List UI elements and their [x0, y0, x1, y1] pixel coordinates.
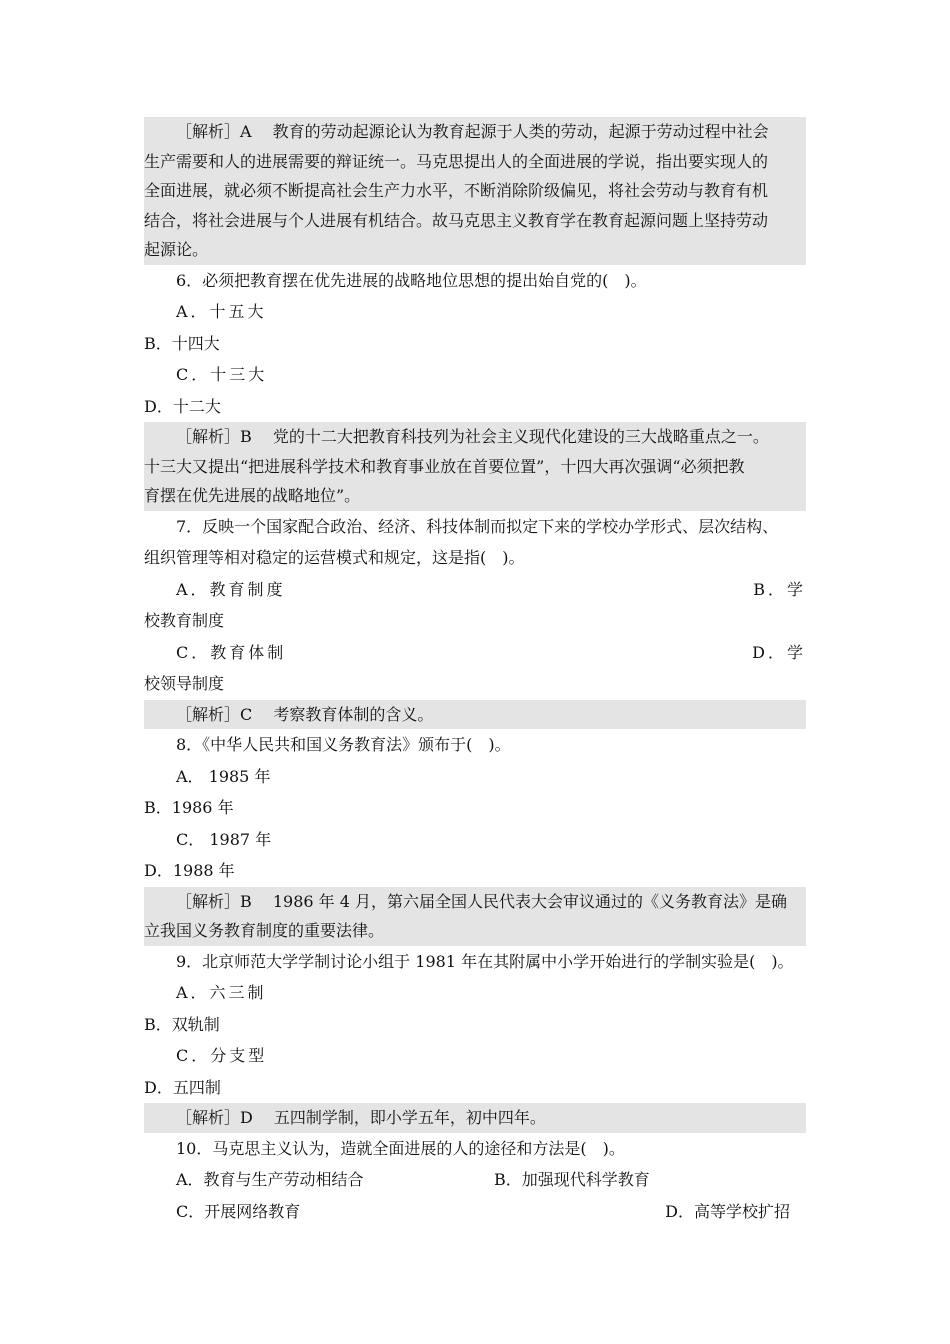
q7-explanation — [144, 700, 806, 730]
q9-option-c: C．分支型 — [176, 1046, 268, 1065]
q9-stem: 9．北京师范大学学制讨论小组于 1981 年在其附属中小学开始进行的学制实验是( )。 — [176, 951, 794, 971]
explanation-line: 全面进展，就必须不断提高社会生产力水平，不断消除阶级偏见，将社会劳动与教育有机 — [144, 181, 769, 200]
explanation-line: 十三大又提出“把进展科学技术和教育事业放在首要位置”，十四大再次强调“必须把教 — [144, 456, 745, 476]
q9-option-b: B．双轨制 — [144, 1014, 220, 1034]
q10-option-b: B．加强现代科学教育 — [494, 1170, 650, 1189]
q8-option-b: B．1986 年 — [144, 798, 234, 817]
q6-option-d: D．十二大 — [144, 396, 221, 416]
q10-stem: 10．马克思主义认为，造就全面进展的人的途径和方法是( )。 — [176, 1138, 625, 1158]
page-content — [144, 117, 806, 1227]
q10-option-row-ab — [144, 1164, 806, 1196]
explanation-line: ［解析］C 考察教育体制的含义。 — [176, 704, 434, 724]
q10-option-a: A．教育与生产劳动相结合 — [176, 1170, 364, 1189]
q7-option-a: A．教育制度 — [176, 579, 286, 599]
q6-explanation — [144, 422, 806, 511]
q5-explanation — [144, 117, 806, 265]
q8-option-d: D．1988 年 — [144, 861, 235, 880]
q7-stem: 7．反映一个国家配合政治、经济、科技体制而拟定下来的学校办学形式、层次结构、 — [176, 516, 779, 536]
q7-option-b: B．学 — [753, 579, 806, 599]
q8-option-a: A． 1985 年 — [176, 766, 271, 786]
explanation-line: ［解析］B 1986 年 4 月，第六届全国人民代表大会审议通过的《义务教育法》是确 — [176, 891, 788, 911]
explanation-line: ［解析］D 五四制学制，即小学五年，初中四年。 — [176, 1108, 546, 1127]
q7-option-row-cd — [144, 637, 806, 669]
q8-option-c: C． 1987 年 — [176, 829, 272, 849]
explanation-line: 起源论。 — [144, 240, 209, 259]
q6-option-c: C．十三大 — [176, 365, 268, 384]
q10-option-d: D．高等学校扩招 — [665, 1201, 790, 1221]
explanation-line: 育摆在优先进展的战略地位”。 — [144, 486, 361, 505]
q7-stem-cont: 组织管理等相对稳定的运营模式和规定，这是指( )。 — [144, 548, 525, 567]
q8-stem: 8．《中华人民共和国义务教育法》颁布于( )。 — [176, 735, 511, 754]
q7-option-b-cont: 校教育制度 — [144, 611, 225, 630]
explanation-line: ［解析］B 党的十二大把教育科技列为社会主义现代化建设的三大战略重点之一。 — [176, 427, 769, 446]
explanation-line: 结合，将社会进展与个人进展有机结合。故马克思主义教育学在教育起源问题上坚持劳动 — [144, 210, 769, 230]
q7-option-c: C．教育体制 — [176, 642, 287, 662]
q8-explanation — [144, 887, 806, 946]
q7-option-row-ab — [144, 574, 806, 606]
explanation-line: 立我国义务教育制度的重要法律。 — [144, 921, 385, 940]
q7-option-d-cont: 校领导制度 — [144, 674, 225, 693]
q6-option-b: B．十四大 — [144, 333, 220, 353]
q9-option-a: A．六三制 — [176, 983, 267, 1002]
q7-option-d: D．学 — [752, 642, 806, 662]
explanation-line: 生产需要和人的进展需要的辩证统一。马克思提出人的全面进展的学说，指出要实现人的 — [144, 151, 769, 171]
q10-option-c: C．开展网络教育 — [176, 1201, 301, 1221]
q9-option-d: D．五四制 — [144, 1077, 221, 1097]
q6-stem: 6．必须把教育摆在优先进展的战略地位思想的提出始自党的( )。 — [176, 270, 647, 290]
q10-option-row-cd — [144, 1196, 806, 1228]
explanation-line: ［解析］A 教育的劳动起源论认为教育起源于人类的劳动，起源于劳动过程中社会 — [176, 122, 769, 141]
q9-explanation — [144, 1103, 806, 1133]
q6-option-a: A．十五大 — [176, 302, 267, 321]
